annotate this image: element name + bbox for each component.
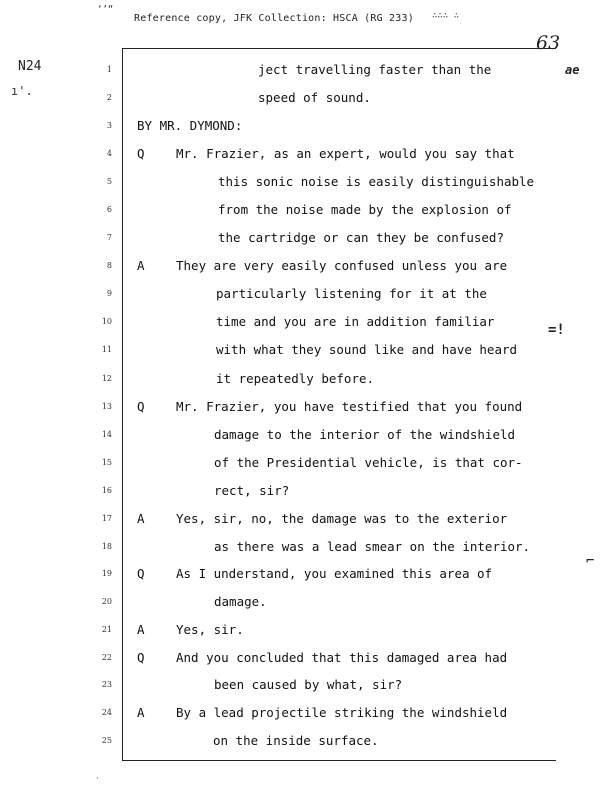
line-number: 24 <box>101 708 112 717</box>
transcript-line-text: the cartridge or can they be confused? <box>218 230 504 245</box>
left-margin-mark: ı'. <box>11 84 33 98</box>
transcript-line-text: As I understand, you examined this area of <box>176 566 493 581</box>
transcript-line-text: speed of sound. <box>258 90 371 105</box>
line-number: 8 <box>106 261 112 270</box>
line-number: 18 <box>101 542 112 551</box>
transcript-line-text: damage to the interior of the windshield <box>214 427 516 442</box>
transcript-line-text: this sonic noise is easily distinguishable <box>218 174 535 189</box>
speaker-label: A <box>137 511 145 526</box>
transcript-line-text: it repeatedly before. <box>216 371 375 386</box>
line-number: 21 <box>101 625 112 634</box>
line-number: 5 <box>106 177 112 186</box>
line-number: 14 <box>101 430 112 439</box>
transcript-line-text: of the Presidential vehicle, is that cor- <box>214 455 523 470</box>
line-number: 15 <box>101 458 112 467</box>
speaker-label: Q <box>137 566 145 581</box>
line-number: 4 <box>106 149 112 158</box>
transcript-line-text: Yes, sir, no, the damage was to the exterior <box>176 511 508 526</box>
transcript-line-text: And you concluded that this damaged area had <box>176 650 508 665</box>
transcript-line-text: Mr. Frazier, you have testified that you found <box>176 399 523 414</box>
line-number: 9 <box>106 289 112 298</box>
transcript-line-text: They are very easily confused unless you are <box>176 258 508 273</box>
transcript-line-text: Yes, sir. <box>176 622 244 637</box>
mid-right-margin-mark: =! <box>548 322 565 338</box>
line-number: 13 <box>101 402 112 411</box>
speaker-label: Q <box>137 399 145 414</box>
transcript-line-text: damage. <box>214 594 267 609</box>
line-number: 25 <box>101 736 112 745</box>
transcript-line-text: By a lead projectile striking the windshield <box>176 705 508 720</box>
line-number: 19 <box>101 569 112 578</box>
transcript-line-text: with what they sound like and have heard <box>216 342 518 357</box>
bottom-right-margin-mark: ⌐ <box>586 553 595 569</box>
transcript-line-text: BY MR. DYMOND: <box>137 118 243 133</box>
page-identifier: N24 <box>18 59 42 74</box>
transcript-line-text: particularly listening for it at the <box>216 286 487 301</box>
transcript-line-text: as there was a lead smear on the interior. <box>214 539 531 554</box>
transcript-line-text: on the inside surface. <box>213 733 379 748</box>
line-number: 22 <box>101 653 112 662</box>
transcript-line-text: rect, sir? <box>214 483 290 498</box>
transcript-line-text: Mr. Frazier, as an expert, would you say that <box>176 146 515 161</box>
speaker-label: A <box>137 622 145 637</box>
speaker-label: A <box>137 705 145 720</box>
footer-mark: ' <box>95 776 100 785</box>
line-number: 3 <box>106 121 112 130</box>
line-number: 6 <box>106 205 112 214</box>
line-number: 7 <box>106 233 112 242</box>
line-number: 12 <box>101 374 112 383</box>
header-scribble: ∴∴∴ ∴ <box>432 11 460 21</box>
transcript-line-text: time and you are in addition familiar <box>216 314 495 329</box>
line-number: 17 <box>101 514 112 523</box>
top-right-margin-mark: ae <box>565 63 580 77</box>
speaker-label: A <box>137 258 145 273</box>
line-number: 1 <box>106 65 112 74</box>
speaker-label: Q <box>137 650 145 665</box>
page-frame-top <box>122 48 556 49</box>
page-frame-left <box>122 48 123 760</box>
handwritten-page-number: 63 <box>536 32 561 54</box>
line-number: 20 <box>101 597 112 606</box>
transcript-line-text: ject travelling faster than the <box>258 62 492 77</box>
line-number: 16 <box>101 486 112 495</box>
reference-header: Reference copy, JFK Collection: HSCA (RG 233) <box>134 13 414 24</box>
line-number: 10 <box>101 317 112 326</box>
header-tick-mark: ‘’“ <box>97 5 114 15</box>
line-number: 2 <box>106 93 112 102</box>
speaker-label: Q <box>137 146 145 161</box>
line-number: 23 <box>101 680 112 689</box>
line-number: 11 <box>101 345 112 354</box>
transcript-line-text: from the noise made by the explosion of <box>218 202 512 217</box>
transcript-line-text: been caused by what, sir? <box>214 677 403 692</box>
page-frame-bottom <box>122 760 556 761</box>
